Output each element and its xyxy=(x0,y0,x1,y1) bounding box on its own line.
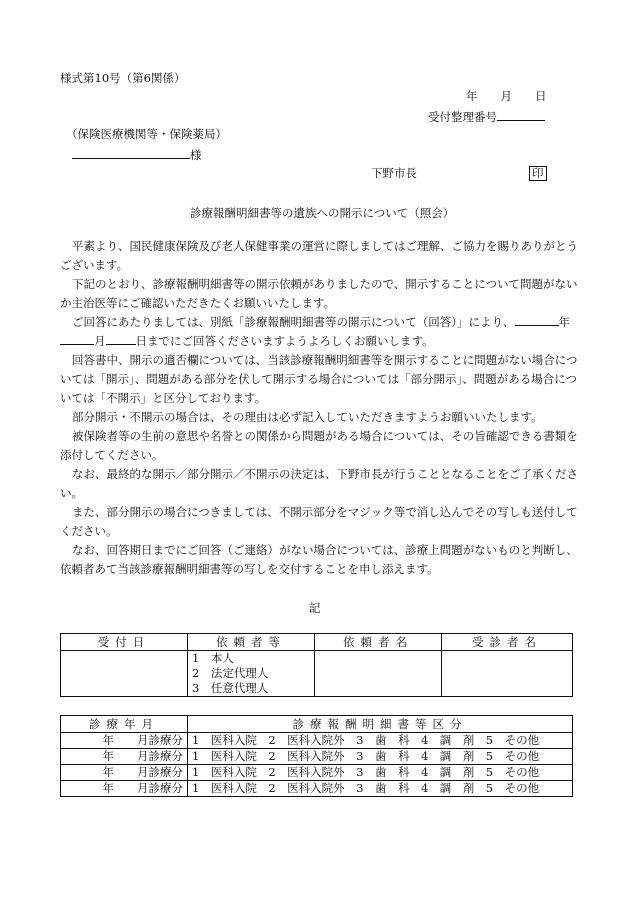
option-legal-agent[interactable]: 2 法定代理人 xyxy=(192,666,269,680)
treatment-month-cell[interactable]: 年 月診療分 xyxy=(61,733,188,749)
treatment-row xyxy=(61,749,573,765)
paragraph-deadline-note: なお、回答期日までにご回答（ご連絡）がない場合については、診療上問題がないものと判断し、依頼者あて当該診療報酬明細書等の写しを交付することを申し添えます。 xyxy=(60,543,578,576)
sender-name: 下野市長 xyxy=(371,166,417,180)
header-treatment-month: 診療年月 xyxy=(61,716,188,733)
requester-type-cell[interactable] xyxy=(188,651,315,697)
seal-mark: 印 xyxy=(529,166,547,181)
requester-name-cell[interactable] xyxy=(315,651,442,697)
treatment-month-cell[interactable]: 年 月診療分 xyxy=(61,749,188,765)
paragraph-request: 下記のとおり、診療報酬明細書等の開示依頼がありましたので、開示することについて問題がないか主治医等にご確認いただきたくお願いいたします。 xyxy=(60,277,578,310)
header-document-category: 診療報酬明細書等区分 xyxy=(188,716,573,733)
treatment-month-cell[interactable]: 年 月診療分 xyxy=(61,765,188,781)
form-number: 様式第10号（第6関係） xyxy=(60,71,186,85)
receipt-number xyxy=(428,108,545,125)
deadline-day-blank[interactable] xyxy=(106,332,136,345)
paragraph-greeting: 平素より、国民健康保険及び老人保健事業の運営に際しましてはご理解、ご協力を賜りありがとうございます。 xyxy=(60,239,578,272)
addressee-name-blank[interactable] xyxy=(72,146,190,159)
request-table-header xyxy=(61,634,573,651)
document-category-cell[interactable]: 1 医科入院 2 医科入院外 3 歯 科 4 調 剤 5 その他 xyxy=(188,749,573,765)
document-title: 診療報酬明細書等の遺族への開示について（照会） xyxy=(190,206,455,220)
sender xyxy=(371,165,547,181)
treatment-row xyxy=(61,733,573,749)
receipt-number-blank[interactable] xyxy=(497,108,545,121)
header-requester-type: 依頼者等 xyxy=(188,634,315,651)
document-category-cell[interactable]: 1 医科入院 2 医科入院外 3 歯 科 4 調 剤 5 その他 xyxy=(188,765,573,781)
paragraph-decision: なお、最終的な開示／部分開示／不開示の決定は、下野市長が行うこととなることをご了承ください。 xyxy=(60,467,578,500)
treatment-row xyxy=(61,781,573,797)
body-text xyxy=(60,237,580,579)
patient-name-cell[interactable] xyxy=(442,651,573,697)
header-receipt-date: 受付日 xyxy=(61,634,188,651)
deadline-year-blank[interactable] xyxy=(515,313,559,326)
document-category-cell[interactable]: 1 医科入院 2 医科入院外 3 歯 科 4 調 剤 5 その他 xyxy=(188,733,573,749)
paragraph-reason: 部分開示・不開示の場合は、その理由は必ず記入していただきますようお願いいたします。 xyxy=(72,410,543,424)
paragraph-attachment: 被保険者等の生前の意思や名誉との関係から問題がある場合については、その旨確認できる書類を添付してください。 xyxy=(60,429,578,462)
request-table xyxy=(60,633,573,697)
paragraph-deadline: ご回答にあたりましては、別紙「診療報酬明細書等の開示について（回答）」により、 年月 日までにご回答くださいますようよろしくお願いします。 xyxy=(60,313,580,351)
addressee-org: （保険医療機関等・保険薬局） xyxy=(66,127,227,141)
header-requester-name: 依頼者名 xyxy=(315,634,442,651)
treatment-table xyxy=(60,715,573,797)
option-voluntary-agent[interactable]: 3 任意代理人 xyxy=(192,681,269,695)
treatment-table-header xyxy=(61,716,573,733)
treatment-row xyxy=(61,765,573,781)
option-self[interactable]: 1 本人 xyxy=(192,651,234,665)
header-patient-name: 受診者名 xyxy=(442,634,573,651)
date-label: 年 月 日 xyxy=(466,89,547,103)
treatment-month-cell[interactable]: 年 月診療分 xyxy=(61,781,188,797)
addressee-suffix: 様 xyxy=(190,148,202,162)
paragraph-partial: また、部分開示の場合につきましては、不開示部分をマジック等で消し込んでその写しも送付してください。 xyxy=(60,505,578,538)
paragraph-classification: 回答書中、開示の適否欄については、当該診療報酬明細書等を開示することに問題がない場合については「開示」、問題がある部分を伏して開示する場合については「部分開示」、問題がある場合については「不開示」と区分しております。 xyxy=(60,353,578,405)
receipt-date-cell[interactable] xyxy=(61,651,188,697)
request-table-row xyxy=(61,651,573,697)
ki-heading: 記 xyxy=(309,601,321,615)
document-category-cell[interactable]: 1 医科入院 2 医科入院外 3 歯 科 4 調 剤 5 その他 xyxy=(188,781,573,797)
addressee xyxy=(72,146,202,163)
receipt-number-label: 受付整理番号 xyxy=(428,110,497,124)
deadline-month-blank[interactable] xyxy=(60,332,94,345)
